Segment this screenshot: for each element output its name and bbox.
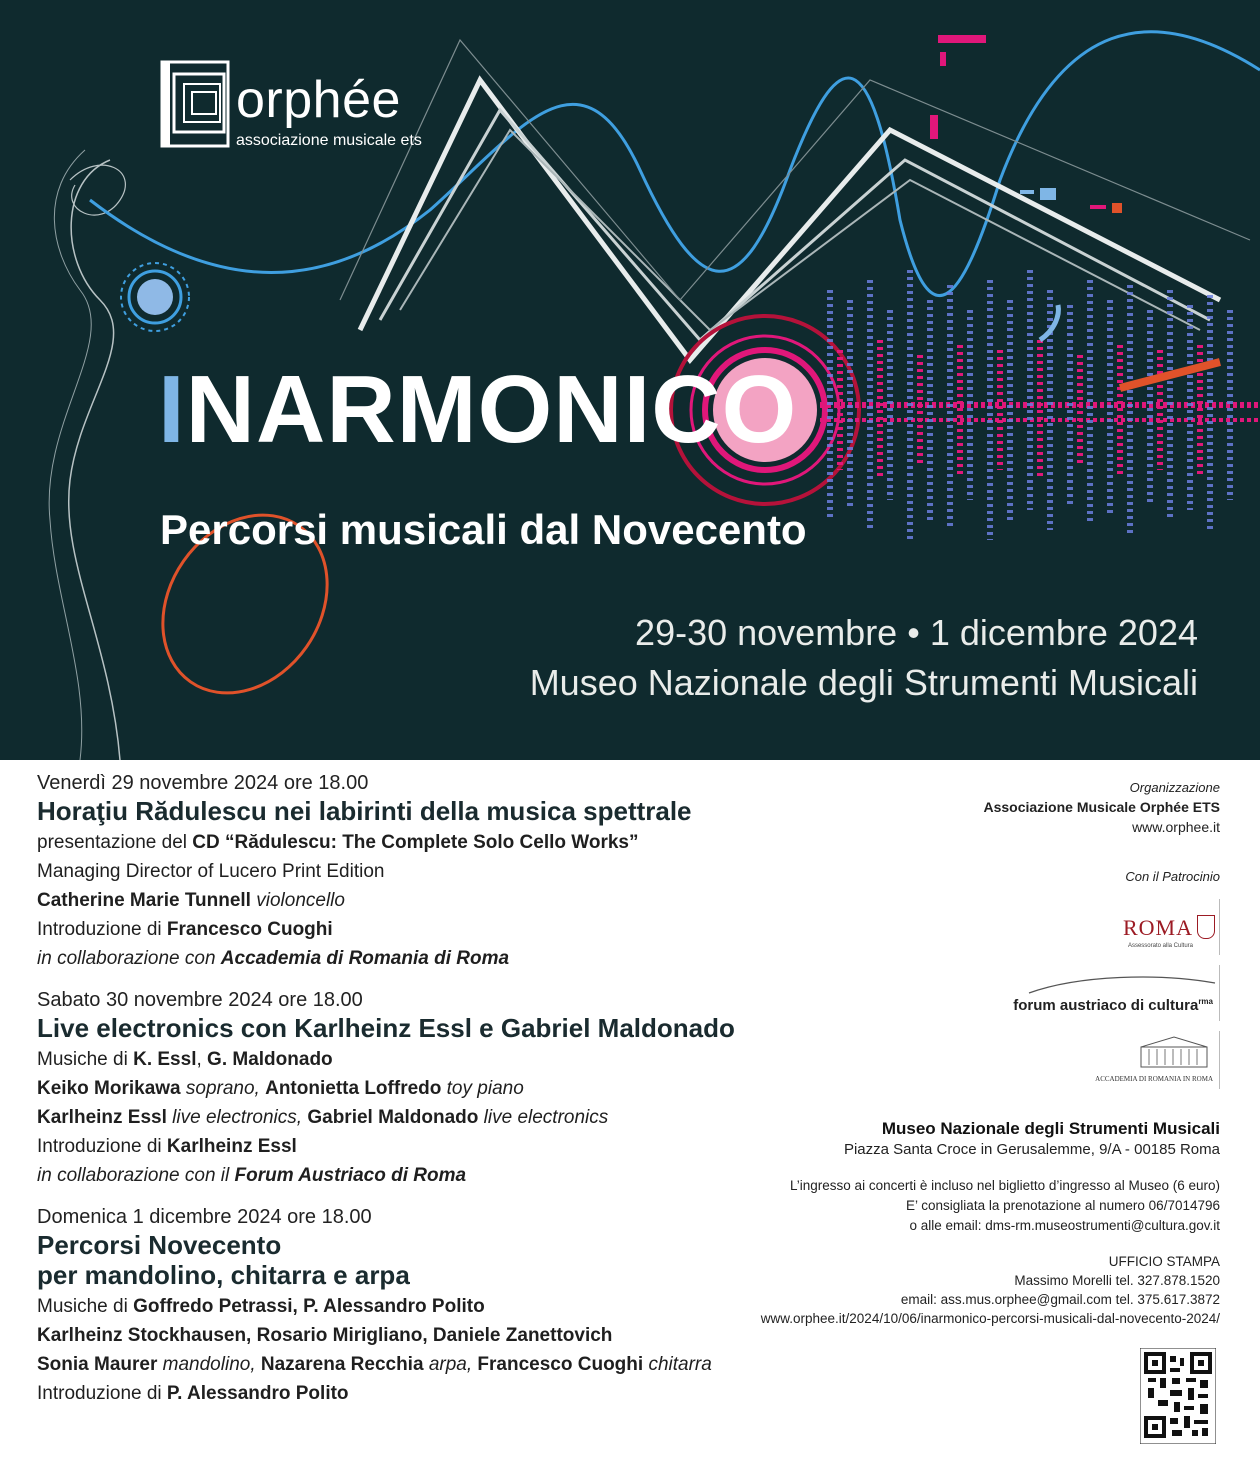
festival-venue: Museo Nazionale degli Strumenti Musicali xyxy=(529,662,1198,703)
title-lead-letter: I xyxy=(158,356,186,463)
event-collab-line: in collaborazione con il Forum Austriaco di Roma xyxy=(37,1165,467,1186)
event-intro-line: Introduzione di P. Alessandro Polito xyxy=(37,1383,349,1404)
orphee-logo xyxy=(160,60,440,160)
event-cd-line: presentazione del CD “Rădulescu: The Complete Solo Cello Works” xyxy=(37,832,639,853)
org-label: Organizzazione xyxy=(1129,780,1220,795)
logo-subtitle: associazione musicale ets xyxy=(236,132,422,149)
roma-logo-subtext: Assessorato alla Cultura xyxy=(1127,943,1193,949)
accademia-logo-text: ACCADEMIA DI ROMANIA IN ROMA xyxy=(1095,1075,1213,1083)
event-music-line: Musiche di K. Essl, G. Maldonado xyxy=(37,1049,333,1070)
event-publisher-line: Managing Director of Lucero Print Edition xyxy=(37,861,385,882)
event-date: Domenica 1 dicembre 2024 ore 18.00 xyxy=(37,1206,372,1228)
orphee-logo-mark-icon xyxy=(160,60,230,148)
sponsor-logos xyxy=(1013,895,1220,1095)
event-performer-line: Keiko Morikawa soprano, Antonietta Loffredo toy piano xyxy=(37,1078,524,1099)
accademia-romania-logo xyxy=(1095,1031,1220,1089)
museum-block xyxy=(660,1118,1220,1160)
roma-logo-text: ROMA xyxy=(1122,915,1193,940)
organization-block xyxy=(700,780,1220,884)
event-performer-line: Sonia Maurer mandolino, Nazarena Recchia arpa, Francesco Cuoghi chitarra xyxy=(37,1354,712,1375)
event-title-line2: per mandolino, chitarra e arpa xyxy=(37,1260,410,1290)
event-title: Live electronics con Karlheinz Essl e Gabriel Maldonado xyxy=(37,1013,735,1043)
roma-logo xyxy=(1099,899,1220,955)
event-intro-line: Introduzione di Francesco Cuoghi xyxy=(37,919,333,940)
event-title: Horaţiu Rădulescu nei labirinti della musica spettrale xyxy=(37,796,692,826)
event-date: Venerdì 29 novembre 2024 ore 18.00 xyxy=(37,772,369,794)
press-email[interactable]: email: ass.mus.orphee@gmail.com tel. 375.617.3872 xyxy=(900,1292,1220,1307)
press-contact: Massimo Morelli tel. 327.878.1520 xyxy=(1014,1273,1220,1288)
accademia-building-icon xyxy=(1137,1035,1211,1069)
festival-dates: 29-30 novembre • 1 dicembre 2024 xyxy=(635,612,1198,653)
press-label: UFFICIO STAMPA xyxy=(1108,1254,1220,1269)
museum-address: Piazza Santa Croce in Gerusalemme, 9/A - 00185 Roma xyxy=(843,1141,1220,1158)
org-website-link[interactable]: www.orphee.it xyxy=(1132,819,1220,835)
logo-name: orphée xyxy=(236,71,401,129)
event-collab-line: in collaborazione con Accademia di Romania di Roma xyxy=(37,948,510,969)
festival-subtitle: Percorsi musicali dal Novecento xyxy=(160,506,807,553)
booking-email-line[interactable]: o alle email: dms-rm.museostrumenti@cultura.gov.it xyxy=(909,1218,1220,1233)
event-performer-line: Karlheinz Essl live electronics, Gabriel Maldonado live electronics xyxy=(37,1107,609,1128)
roma-shield-icon xyxy=(1197,915,1215,939)
ticket-info-line: L’ingresso ai concerti è incluso nel biglietto d’ingresso al Museo (6 euro) xyxy=(790,1178,1220,1193)
ticket-info xyxy=(660,1176,1220,1236)
qr-code-icon[interactable] xyxy=(1140,1348,1216,1444)
festival-title xyxy=(158,356,798,463)
press-url-link[interactable]: www.orphee.it/2024/10/06/inarmonico-percorsi-musicali-dal-novecento-2024/ xyxy=(760,1311,1220,1326)
event-composers-line: Karlheinz Stockhausen, Rosario Mirigliano, Daniele Zanettovich xyxy=(37,1325,613,1346)
title-rest: NARMONICO xyxy=(185,356,798,463)
patronage-label: Con il Patrocinio xyxy=(1125,869,1220,884)
event-date: Sabato 30 novembre 2024 ore 18.00 xyxy=(37,989,363,1011)
forum-arc-icon xyxy=(1019,965,1219,995)
press-office xyxy=(660,1252,1220,1328)
booking-phone-line: E’ consigliata la prenotazione al numero 06/7014796 xyxy=(906,1198,1220,1213)
museum-name: Museo Nazionale degli Strumenti Musicali xyxy=(881,1119,1220,1138)
event-music-line: Musiche di Goffredo Petrassi, P. Alessandro Polito xyxy=(37,1296,485,1317)
forum-austriaco-logo xyxy=(1013,965,1220,1021)
event-1 xyxy=(37,770,797,973)
event-title: Percorsi Novecento xyxy=(37,1230,282,1260)
event-intro-line: Introduzione di Karlheinz Essl xyxy=(37,1136,297,1157)
forum-logo-text: forum austriaco di cultura$^{rma}$ xyxy=(1013,997,1213,1014)
event-performer-line: Catherine Marie Tunnell violoncello xyxy=(37,890,345,911)
org-name: Associazione Musicale Orphée ETS xyxy=(983,799,1220,815)
